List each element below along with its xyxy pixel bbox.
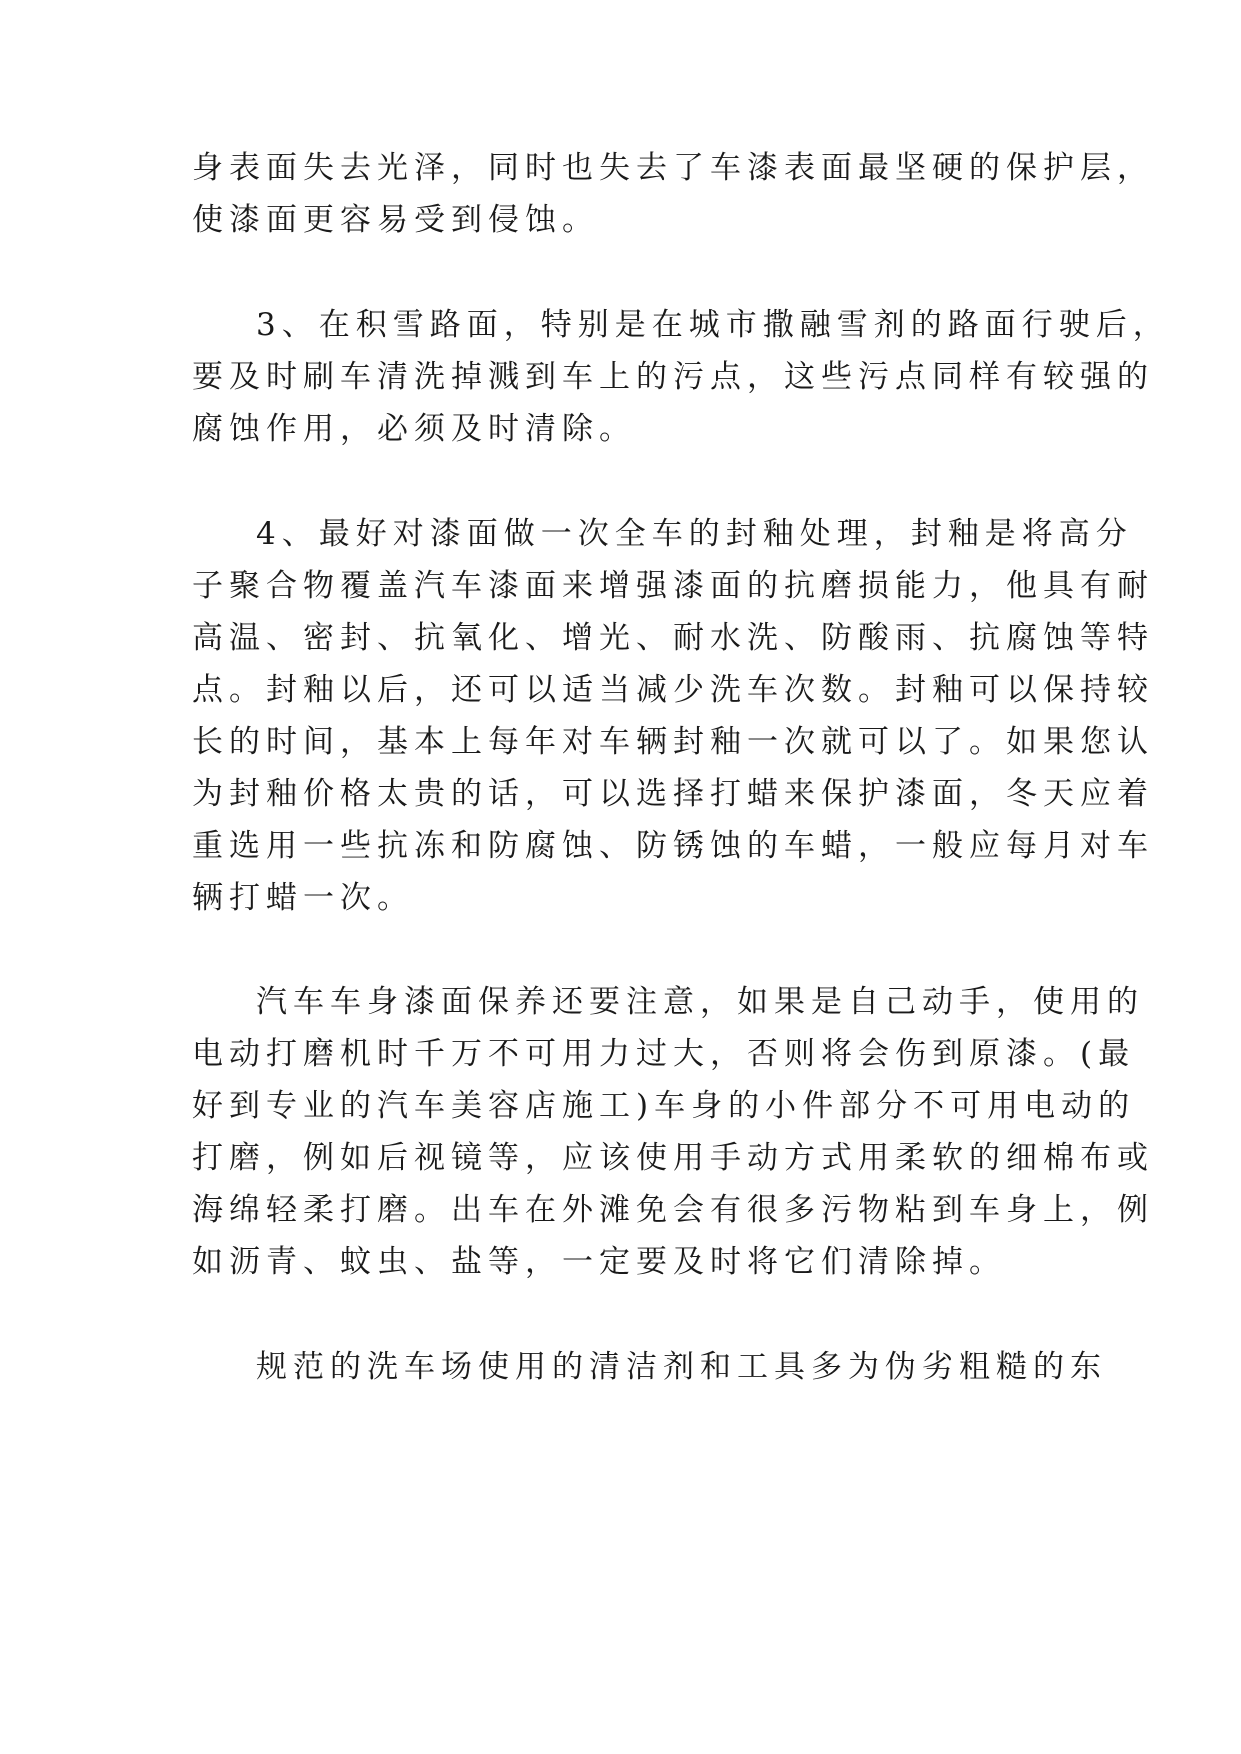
paragraph-3-line-3: 高温、密封、抗氧化、增光、耐水洗、防酸雨、抗腐蚀等特 [192, 620, 1154, 656]
paragraph-4-line-5: 海绵轻柔打磨。出车在外滩免会有很多污物粘到车身上，例 [192, 1192, 1154, 1228]
paragraph-3-line-2: 子聚合物覆盖汽车漆面来增强漆面的抗磨损能力，他具有耐 [192, 568, 1154, 604]
paragraph-2-line-2: 要及时刷车清洗掉溅到车上的污点，这些污点同样有较强的 [192, 359, 1154, 395]
paragraph-2-line-3: 腐蚀作用，必须及时清除。 [192, 411, 636, 447]
paragraph-3-line-6: 为封釉价格太贵的话，可以选择打蜡来保护漆面，冬天应着 [192, 776, 1154, 812]
paragraph-1-line-1: 身表面失去光泽，同时也失去了车漆表面最坚硬的保护层， [192, 150, 1154, 186]
paragraph-4-line-4: 打磨，例如后视镜等，应该使用手动方式用柔软的细棉布或 [192, 1140, 1154, 1176]
paragraph-3-line-1: 4、最好对漆面做一次全车的封釉处理，封釉是将高分 [256, 516, 1133, 552]
paragraph-3-line-5: 长的时间，基本上每年对车辆封釉一次就可以了。如果您认 [192, 724, 1154, 760]
paragraph-3-line-7: 重选用一些抗冻和防腐蚀、防锈蚀的车蜡，一般应每月对车 [192, 828, 1154, 864]
paragraph-4-line-6: 如沥青、蚊虫、盐等，一定要及时将它们清除掉。 [192, 1244, 1006, 1280]
paragraph-2-line-1: 3、在积雪路面，特别是在城市撒融雪剂的路面行驶后， [256, 307, 1170, 343]
paragraph-4-line-1: 汽车车身漆面保养还要注意，如果是自己动手，使用的 [256, 984, 1144, 1020]
paragraph-3-line-8: 辆打蜡一次。 [192, 880, 414, 916]
paragraph-5-line-1: 规范的洗车场使用的清洁剂和工具多为伪劣粗糙的东 [256, 1349, 1107, 1385]
paragraph-4-line-3: 好到专业的汽车美容店施工)车身的小件部分不可用电动的 [192, 1088, 1136, 1124]
paragraph-1-line-2: 使漆面更容易受到侵蚀。 [192, 202, 599, 238]
paragraph-3-line-4: 点。封釉以后，还可以适当减少洗车次数。封釉可以保持较 [192, 672, 1154, 708]
paragraph-4-line-2: 电动打磨机时千万不可用力过大，否则将会伤到原漆。(最 [192, 1036, 1136, 1072]
